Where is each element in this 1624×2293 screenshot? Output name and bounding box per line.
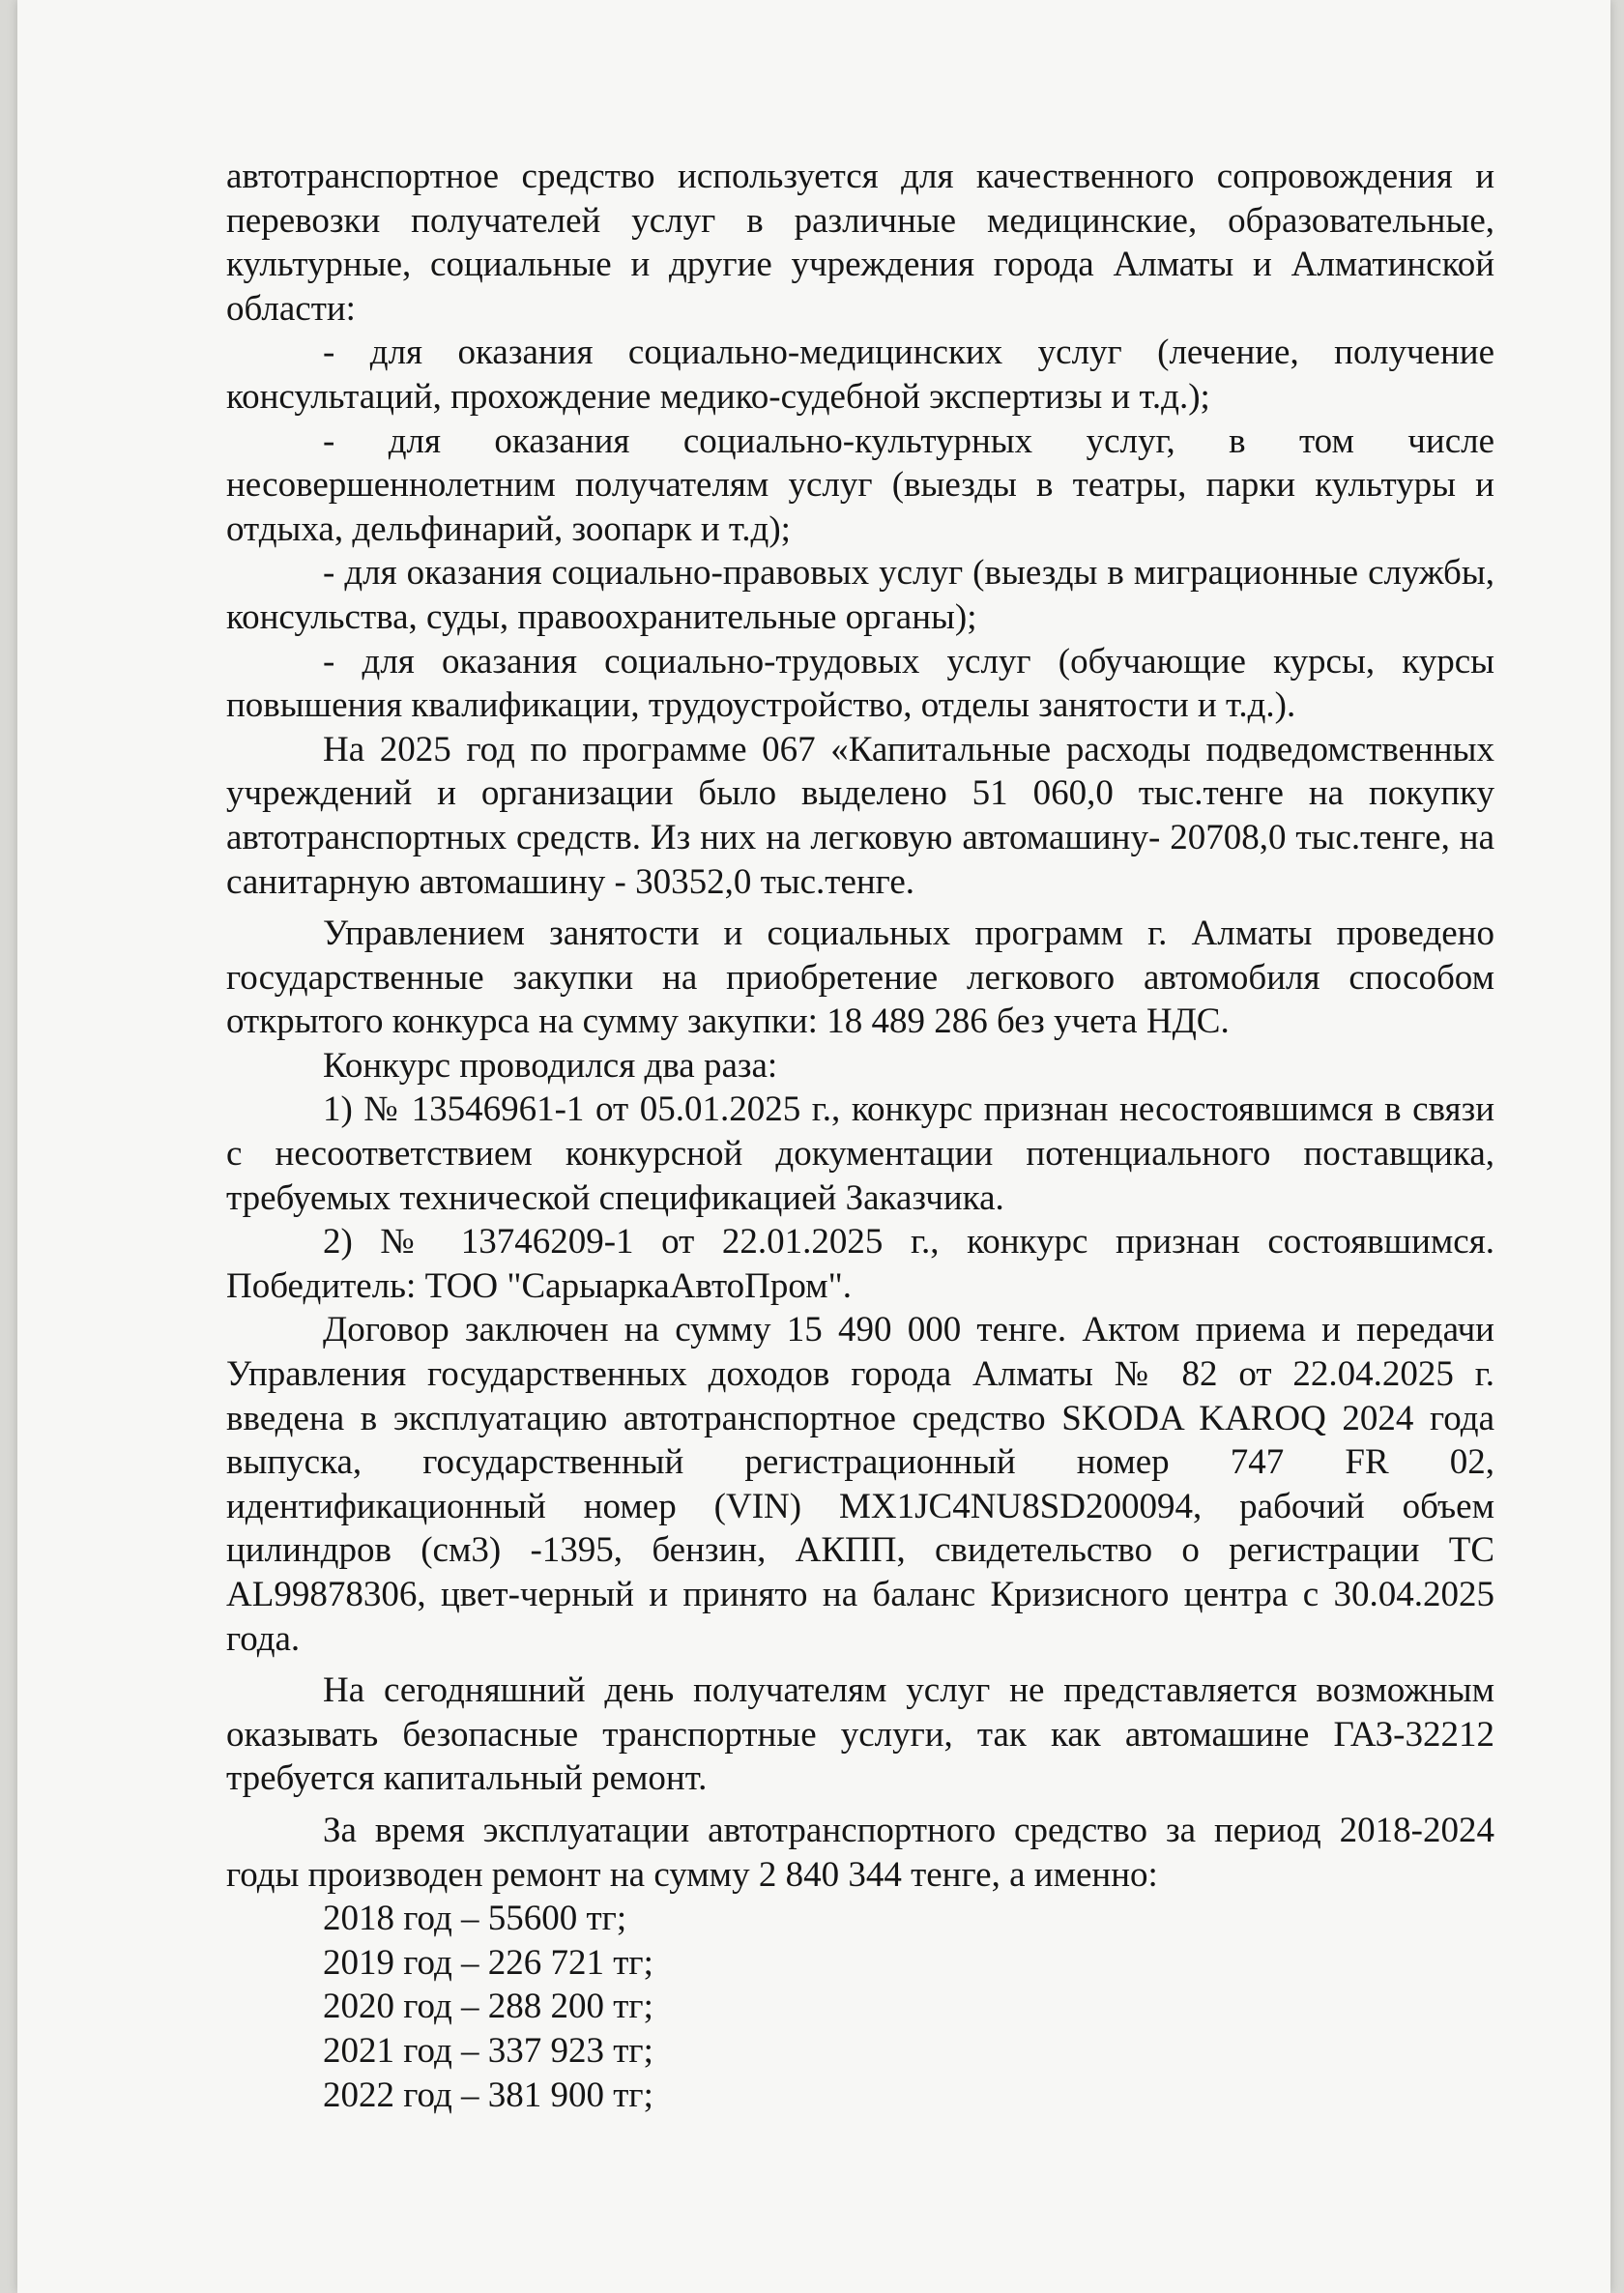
- repair-list-item-2021: 2021 год – 337 923 тг;: [323, 2030, 653, 2071]
- repair-list-item-2019: 2019 год – 226 721 тг;: [323, 1942, 653, 1983]
- document-page: [17, 0, 1610, 2293]
- paragraph-legal-services: - для оказания социально-правовых услуг (выезды в миграционные службы, консульства, суды, правоохранительные органы);: [226, 553, 1494, 637]
- paragraph-contest-count: Конкурс проводился два раза:: [323, 1045, 778, 1086]
- paragraph-intro: автотранспортное средство используется для качественного сопровождения и перевозки получателей услуг в различные медицинские, образовательные, культурные, социальные и другие учреждения города Алматы и Алматинской области:: [226, 157, 1494, 329]
- paragraph-current-state: На сегодняшний день получателям услуг не представляется возможным оказывать безопасные транспортные услуги, так как автомашине ГАЗ-32212 требуется капитальный ремонт.: [226, 1670, 1494, 1799]
- paragraph-repair-total: За время эксплуатации автотранспортного средство за период 2018-2024 годы производен ремонт на сумму 2 840 344 тенге, а именно:: [226, 1810, 1494, 1895]
- paragraph-procurement: Управлением занятости и социальных программ г. Алматы проведено государственные закупки на приобретение легкового автомобиля способом открытого конкурса на сумму закупки: 18 489 286 без учета НДС.: [226, 914, 1494, 1042]
- repair-list: [226, 1897, 1494, 2117]
- repair-list-item-2020: 2020 год – 288 200 тг;: [323, 1987, 653, 2027]
- paragraph-cultural-services: - для оказания социально-культурных услуг, в том числе несовершеннолетним получателям услуг (выезды в театры, парки культуры и отдыха, дельфинарий, зоопарк и т.д);: [226, 421, 1494, 549]
- repair-list-item-2018: 2018 год – 55600 тг;: [323, 1899, 627, 1939]
- paragraph-contract: Договор заключен на сумму 15 490 000 тенге. Актом приема и передачи Управления государственных доходов города Алматы № 82 от 22.04.2025 г. введена в эксплуатацию автотранспортное средство SKODA KAROQ 2024 года выпуска, государственный регистрационный номер 747 FR 02, идентификационный номер (VIN) MX1JC4NU8SD200094, рабочий объем цилиндров (см3) -1395, бензин, АКПП, свидетельство о регистрации ТС AL99878306, цвет-черный и принято на баланс Кризисного центра с 30.04.2025 года.: [226, 1310, 1494, 1659]
- paragraph-medical-services: - для оказания социально-медицинских услуг (лечение, получение консультаций, прохождение медико-судебной экспертизы и т.д.);: [226, 333, 1494, 417]
- paragraph-contest-first: 1) № 13546961-1 от 05.01.2025 г., конкурс признан несостоявшимся в связи с несоответствием конкурсной документации потенциального поставщика, требуемых технической спецификацией Заказчика.: [226, 1089, 1494, 1218]
- paragraph-budget-2025: На 2025 год по программе 067 «Капитальные расходы подведомственных учреждений и организации было выделено 51 060,0 тыс.тенге на покупку автотранспортных средств. Из них на легковую автомашину- 20708,0 тыс.тенге, на санитарную автомашину - 30352,0 тыс.тенге.: [226, 729, 1494, 902]
- paragraph-labor-services: - для оказания социально-трудовых услуг (обучающие курсы, курсы повышения квалификации, трудоустройство, отделы занятости и т.д.).: [226, 641, 1494, 726]
- repair-list-item-2022: 2022 год – 381 900 тг;: [323, 2075, 653, 2115]
- document-body: [226, 155, 1494, 2117]
- paragraph-contest-second: 2) № 13746209-1 от 22.01.2025 г., конкурс признан состоявшимся. Победитель: ТОО "СарыаркаАвтоПром".: [226, 1222, 1494, 1306]
